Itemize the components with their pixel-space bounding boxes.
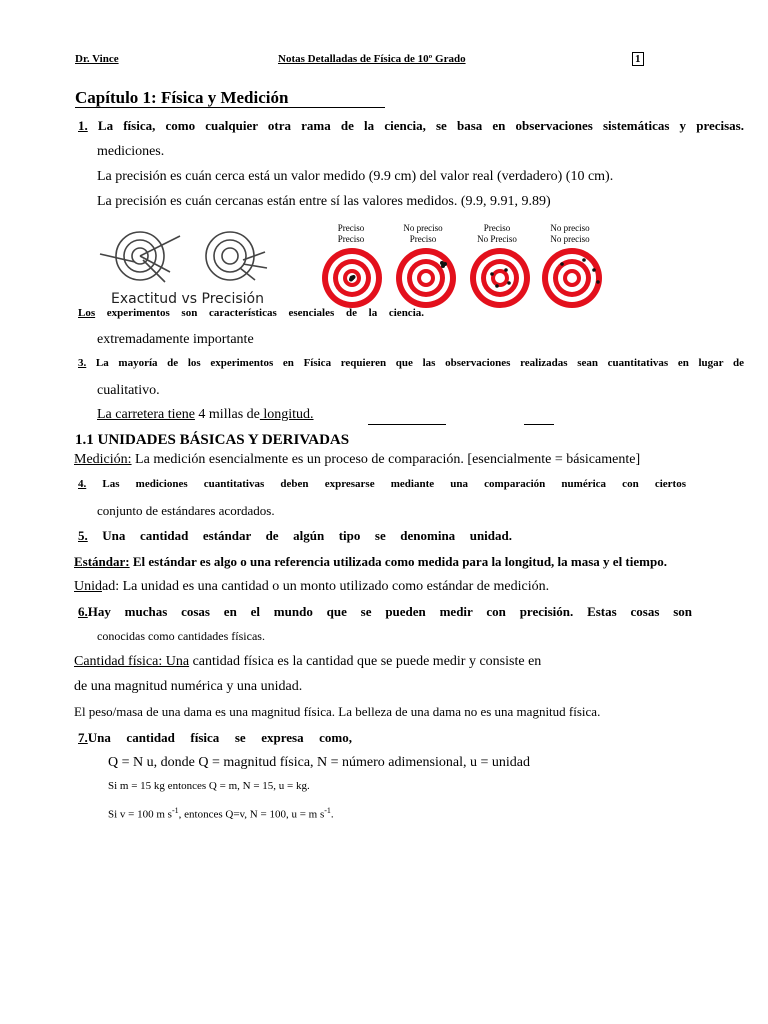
red-targets (318, 246, 610, 310)
target-3-top: Preciso (483, 223, 511, 233)
chapter-title (75, 88, 288, 108)
target-4-top: No preciso (550, 223, 590, 233)
example2-b: , entonces Q=v, N = 100, u = m s (178, 808, 325, 821)
target-4-label (535, 223, 605, 245)
estandar-label: Estándar: (74, 554, 130, 569)
cantidad-line3: El peso/masa de una dama es una magnitud física. La belleza de una dama no es una magnitud física. (74, 704, 601, 719)
item3-text: La mayoría de los experimentos en Física requieren que las observaciones realizadas sean cuantitativas en lugar de (95, 357, 745, 369)
dartboards-sketch (95, 222, 275, 302)
chapter-underline (75, 107, 385, 108)
estandar-definition (74, 554, 667, 570)
item7-formula: Q = N u, donde Q = magnitud física, N = número adimensional, u = unidad (108, 755, 530, 770)
item1-line2: mediciones. (97, 144, 165, 159)
item6-number: 6. (78, 604, 88, 619)
item3-line3-c: longitud. (259, 407, 314, 422)
target-2-label (390, 223, 456, 245)
item6-line1 (78, 604, 692, 620)
item3-line3-a: La carretera tiene (97, 407, 195, 422)
item2-line2: extremadamente importante (97, 332, 254, 347)
item6-line2: conocidas como cantidades físicas. (97, 629, 265, 643)
item7-line1 (78, 730, 352, 746)
page-number: 1 (632, 52, 644, 66)
medicion-text: La medición esencialmente es un proceso de comparación. [esencialmente = básicamente] (131, 452, 641, 467)
unidad-label: Unid (74, 579, 102, 594)
item3-line3-b: 4 millas de (194, 407, 260, 422)
target-2-bottom: Preciso (409, 234, 437, 244)
item2-prefix: Los (78, 307, 96, 319)
item5-text: Una cantidad estándar de algún tipo se denomina unidad. (102, 528, 513, 543)
cantidad-label: Cantidad física: Una (74, 654, 190, 669)
item1-text: La física, como cualquier otra rama de la ciencia, se basa en observaciones sistemáticas y precisas. (97, 118, 744, 133)
item1-number: 1. (78, 118, 88, 133)
item1-line4: La precisión es cuán cercanas están entre sí las valores medidos. (9.9, 9.91, 9.89) (97, 194, 551, 209)
item5-line (78, 528, 512, 544)
unidad-label-rest: ad: (102, 579, 120, 594)
header-author: Dr. Vince (75, 53, 119, 65)
example2-a: Si v = 100 m s (108, 808, 172, 821)
cantidad-definition (74, 654, 541, 670)
item7-example1: Si m = 15 kg entonces Q = m, N = 15, u = kg. (108, 780, 310, 792)
item4-text: Las mediciones cuantitativas deben expresarse mediante una comparación numérica con ciertos (102, 478, 686, 490)
item2-text: experimentos son características esenciales de la ciencia. (95, 307, 424, 319)
target-1-bottom: Preciso (337, 234, 365, 244)
target-2 (396, 248, 456, 308)
example2-exp2: -1 (324, 806, 331, 815)
example2-c: . (330, 808, 334, 821)
target-3-label (464, 223, 530, 245)
item1-line3: La precisión es cuán cerca está un valor medido (9.9 cm) del valor real (verdadero) (10 cm). (97, 169, 614, 184)
dartboard-right (206, 232, 267, 280)
unidad-text: La unidad es una cantidad o un monto utilizado como estándar de medición. (119, 579, 550, 594)
target-4 (542, 248, 602, 308)
dartboard-left (100, 232, 180, 282)
item5-number: 5. (78, 528, 88, 543)
item3-line1 (78, 357, 744, 369)
header-title: Notas Detalladas de Física de 10º Grado (278, 53, 466, 65)
target-1 (322, 248, 382, 308)
blank-line-2 (524, 411, 554, 425)
chapter-title-text: Capítulo 1: Física y Medición (75, 88, 289, 107)
target-1-label (318, 223, 384, 245)
section-title: 1.1 UNIDADES BÁSICAS Y DERIVADAS (75, 432, 350, 448)
medicion-label: Medición: (74, 452, 132, 467)
item3-line3 (97, 407, 314, 423)
target-3-bottom: No Preciso (477, 234, 517, 244)
item7-text: Una cantidad física se expresa como, (87, 730, 352, 745)
target-3 (470, 248, 530, 308)
item7-number: 7. (78, 730, 88, 745)
item2-line1 (78, 307, 424, 319)
item3-number: 3. (78, 357, 87, 369)
medicion-definition (74, 452, 640, 468)
estandar-text: El estándar es algo o una referencia utilizada como medida para la longitud, la masa y el tiempo. (129, 554, 667, 569)
item1-line1 (78, 118, 744, 134)
target-2-top: No preciso (403, 223, 443, 233)
figure-caption: Exactitud vs Precisión (111, 291, 264, 307)
item4-line1 (78, 478, 686, 490)
cantidad-text: cantidad física es la cantidad que se puede medir y consiste en (189, 654, 542, 669)
item3-line2: cualitativo. (97, 383, 160, 398)
cantidad-line2: de una magnitud numérica y una unidad. (74, 679, 303, 694)
item7-example2 (108, 806, 334, 821)
example2-exp1: -1 (171, 806, 179, 815)
item4-number: 4. (78, 478, 87, 490)
target-4-bottom: No preciso (550, 234, 590, 244)
blank-line-1 (368, 411, 446, 425)
item4-line2: conjunto de estándares acordados. (97, 503, 275, 518)
target-1-top: Preciso (337, 223, 365, 233)
item6-text: Hay muchas cosas en el mundo que se pueden medir con precisión. Estas cosas son (87, 604, 692, 619)
unidad-definition (74, 579, 549, 595)
